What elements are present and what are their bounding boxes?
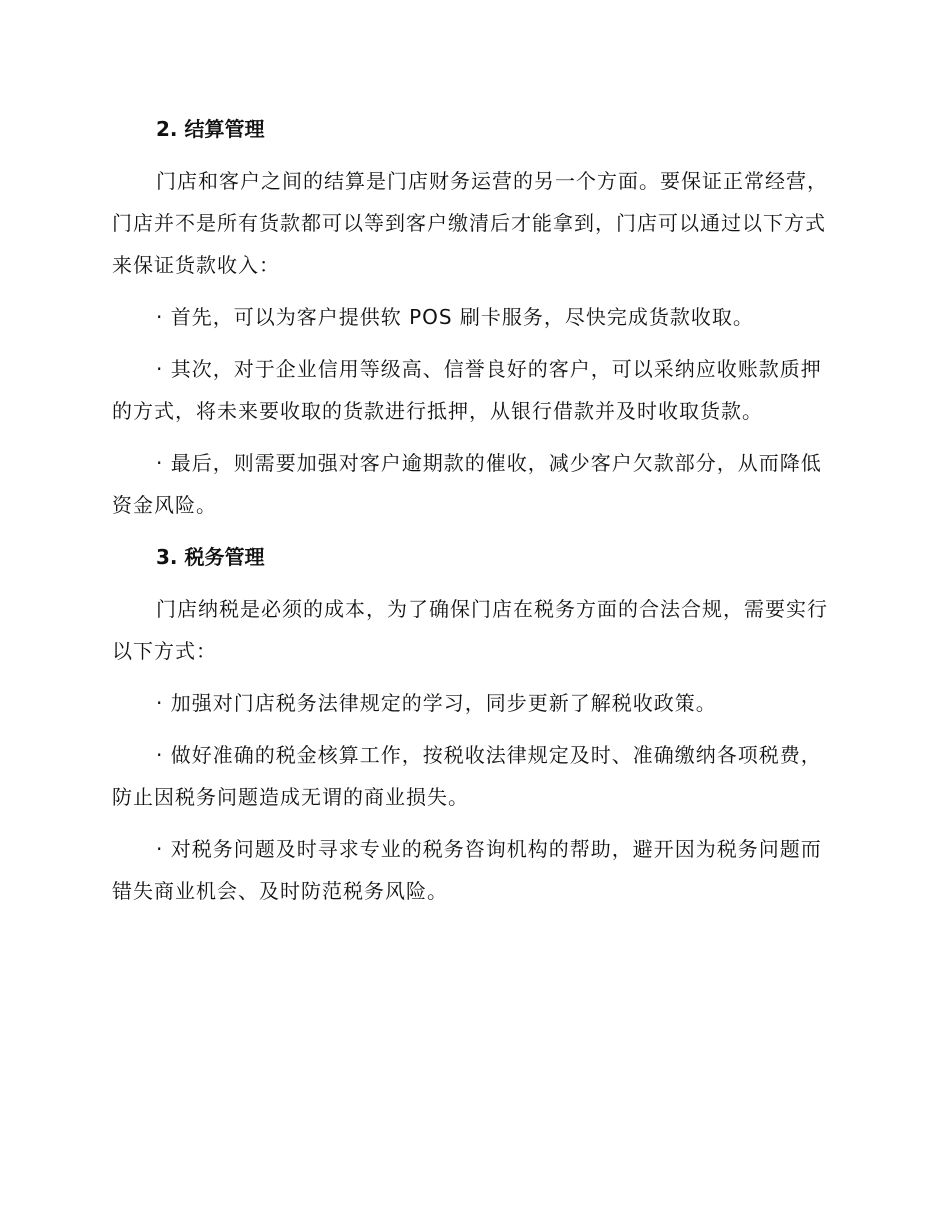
list-item: · 对税务问题及时寻求专业的税务咨询机构的帮助，避开因为税务问题而错失商业机会、及时防范税务风险。 [112, 837, 822, 903]
list-item: · 最后，则需要加强对客户逾期款的催收，减少客户欠款部分，从而降低资金风险。 [112, 451, 822, 517]
list-item: · 其次，对于企业信用等级高、信誉良好的客户，可以采纳应收账款质押的方式，将未来要收取的货款进行抵押，从银行借款并及时收取货款。 [112, 357, 822, 423]
section-heading-tax: 3. 税务管理 [156, 545, 265, 569]
section-intro-settlement: 门店和客户之间的结算是门店财务运营的另一个方面。要保证正常经营，门店并不是所有货款都可以等到客户缴清后才能拿到，门店可以通过以下方式来保证货款收入： [112, 169, 828, 277]
section-intro-tax: 门店纳税是必须的成本，为了确保门店在税务方面的合法合规，需要实行以下方式： [112, 597, 828, 663]
list-item: · 做好准确的税金核算工作，按税收法律规定及时、准确缴纳各项税费，防止因税务问题造成无谓的商业损失。 [112, 743, 822, 809]
section-heading-settlement: 2. 结算管理 [156, 117, 265, 141]
list-item: · 首先，可以为客户提供软 POS 刷卡服务，尽快完成货款收取。 [156, 305, 754, 329]
document-body [112, 108, 830, 922]
list-item: · 加强对门店税务法律规定的学习，同步更新了解税收政策。 [156, 691, 717, 715]
